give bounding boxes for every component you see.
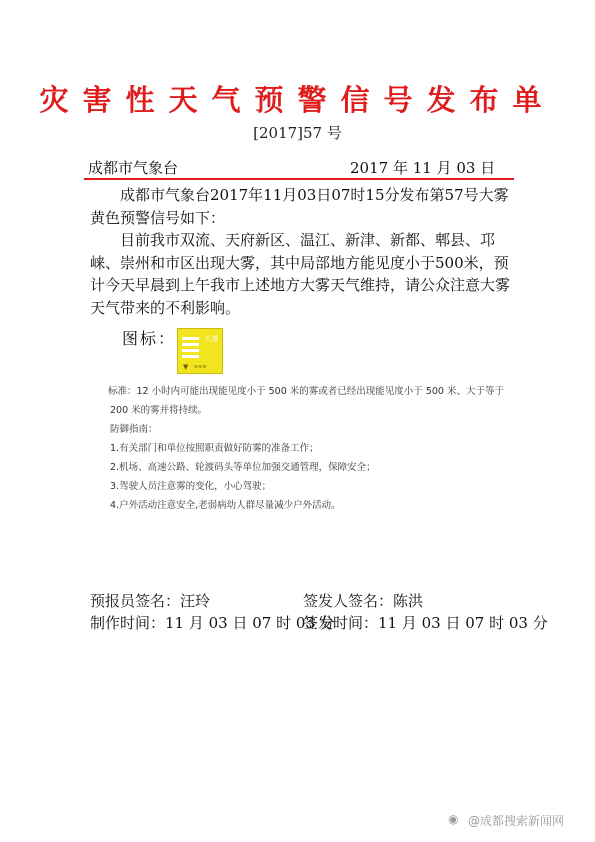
guidance-item: 1.有关部门和单位按照职责做好防雾的准备工作；	[110, 443, 319, 454]
forecaster-signature: 预报员签名：汪玲	[90, 592, 211, 610]
watermark: @成都搜索新闻网	[468, 814, 565, 828]
guidance-title: 防御指南：	[110, 424, 158, 435]
issuer-signature: 签发人签名：陈洪	[303, 592, 424, 610]
guidance-item: 4.户外活动注意安全,老弱病幼人群尽量减少户外活动。	[110, 500, 341, 511]
production-time: 制作时间：11 月 03 日 07 时 03 分	[90, 614, 335, 632]
document-title: 灾害性天气预警信号发布单	[39, 83, 556, 117]
intro-paragraph: 成都市气象台2017年11月03日07时15分发布第57号大雾黄色预警信号如下：	[90, 186, 509, 227]
fog-yellow-warning-icon	[177, 328, 223, 374]
warning-icon-footer: ▼ ≋≋≋	[183, 363, 207, 371]
guidance-item: 2.机场、高速公路、轮渡码头等单位加强交通管理，保障安全；	[110, 462, 376, 473]
red-divider	[84, 178, 514, 180]
warning-icon-text: 大雾	[204, 335, 219, 343]
warning-standard: 标准：12 小时内可能出现能见度小于 500 米的雾或者已经出现能见度小于 500 米、大于等于 200 米的雾并将持续。	[108, 386, 504, 416]
weibo-logo-icon: ◉	[448, 812, 459, 826]
icon-label: 图标：	[122, 329, 177, 348]
issuer-name: 成都市气象台	[88, 159, 179, 177]
document-number: [2017]57 号	[253, 124, 342, 142]
issue-time: 签发时间：11 月 03 日 07 时 03 分	[303, 614, 548, 632]
guidance-item: 3.驾驶人员注意雾的变化，小心驾驶；	[110, 481, 272, 492]
issue-date: 2017 年 11 月 03 日	[350, 159, 496, 177]
fog-bars-graphic	[182, 337, 199, 361]
warning-detail-paragraph: 目前我市双流、天府新区、温江、新津、新都、郫县、邛崃、崇州和市区出现大雾，其中局部地方能见度小于500米，预计今天早晨到上午我市上述地方大雾天气维持，请公众注意大雾天气带来的不利影响。	[90, 231, 511, 317]
